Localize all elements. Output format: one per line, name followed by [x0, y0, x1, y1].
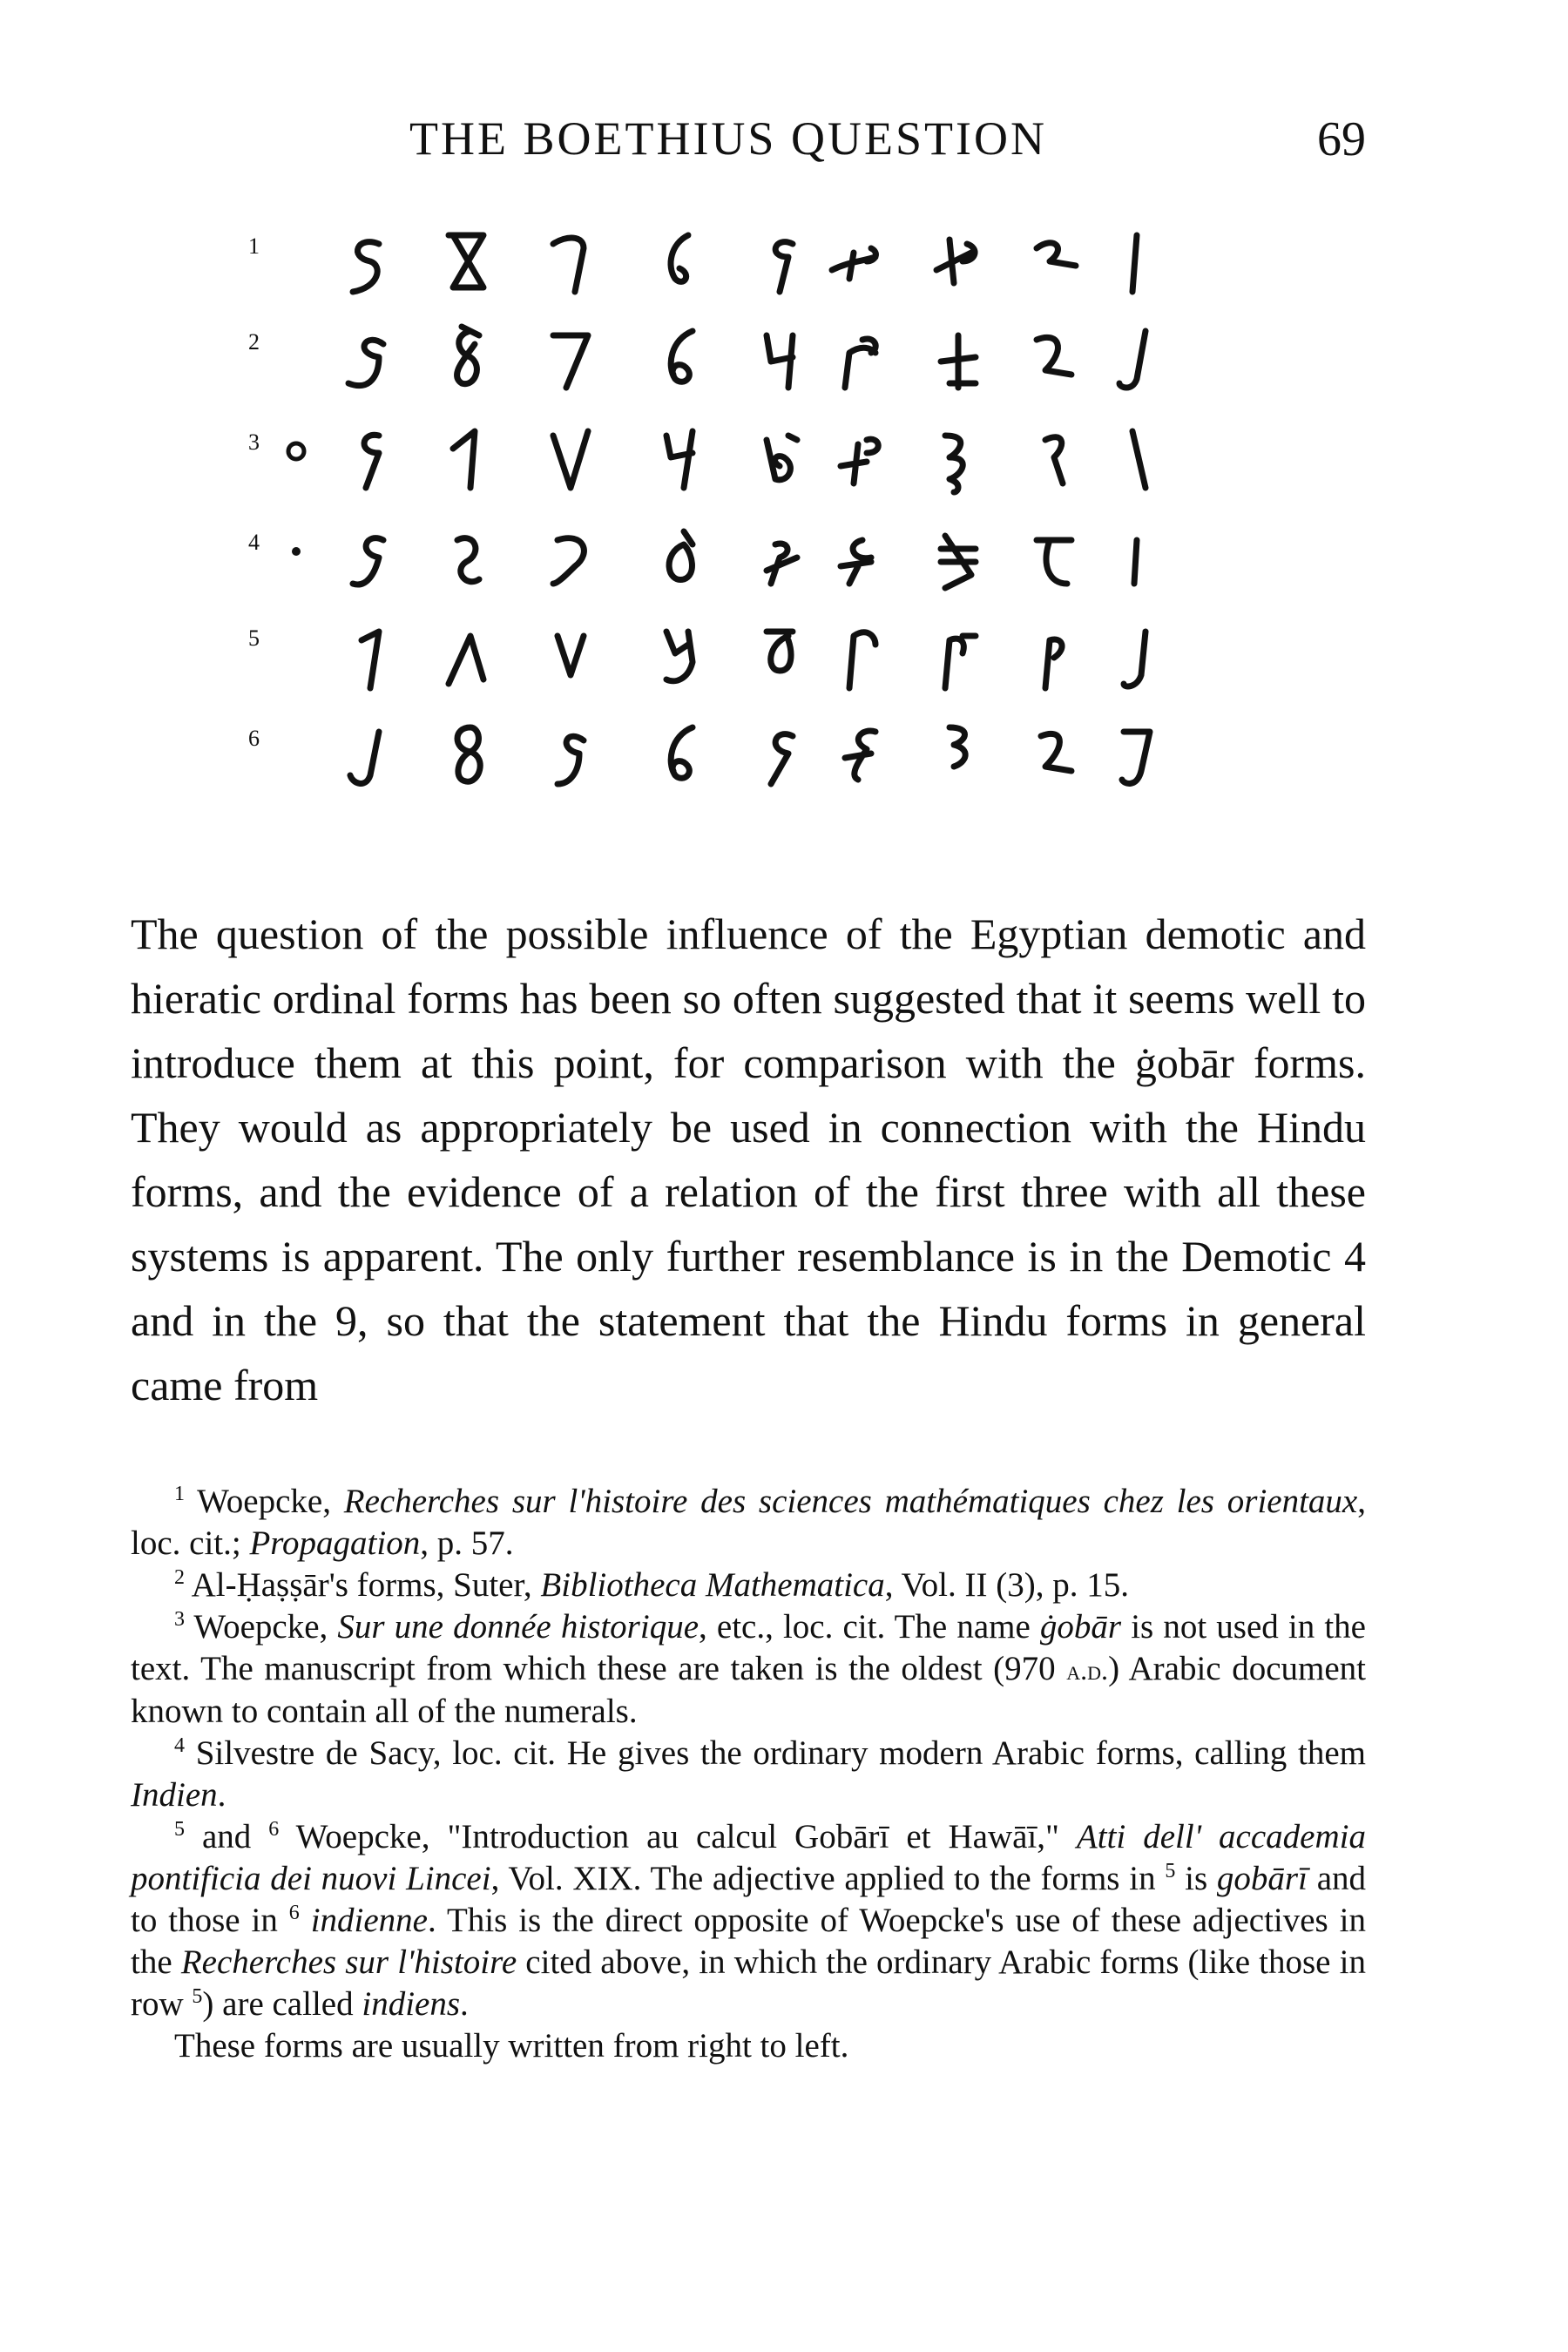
numeral-glyph [331, 514, 409, 601]
footnote-mark: 6 [288, 1902, 300, 1924]
numeral-glyph [531, 218, 610, 305]
footnote-term: indiens [362, 1985, 461, 2023]
numeral-glyph [640, 218, 719, 305]
numeral-glyph [740, 414, 819, 501]
page-number: 69 [1317, 112, 1366, 166]
footnote-text: These forms are usually written from right to left. [174, 2027, 849, 2065]
footnote-term: ġobār [1039, 1608, 1122, 1646]
numeral-glyph [823, 710, 902, 797]
numeral-glyph [1098, 610, 1176, 697]
numeral-glyph [427, 414, 505, 501]
footnote-mark: 4 [174, 1734, 185, 1757]
footnote-text: is [1175, 1860, 1217, 1897]
numeral-glyph [427, 218, 505, 305]
row-number: 6 [248, 726, 260, 751]
footnote-era: a.d. [1066, 1654, 1109, 1686]
footnote-text: Woepcke, [185, 1483, 344, 1520]
footnote-title: Bibliotheca Mathematica [540, 1566, 885, 1604]
numeral-glyph [427, 610, 505, 697]
footnote-text: and [185, 1818, 269, 1855]
row-number: 3 [248, 429, 260, 455]
numeral-glyph [1098, 414, 1176, 501]
numeral-row [248, 710, 1250, 797]
numeral-glyph [331, 218, 409, 305]
zero-dot-glyph [283, 538, 309, 564]
numeral-glyph [1098, 710, 1176, 797]
footnote-title: Recherches sur l'histoire [180, 1943, 517, 1981]
footnote-1 [131, 1481, 1366, 1565]
footnote-text: . [460, 1985, 469, 2023]
footnote-3 [131, 1606, 1366, 1733]
footnote-note [131, 2025, 1366, 2067]
numeral-glyph [919, 314, 997, 401]
footnote-text: . This is the direct opposite of Woepcke's use of these adjectives in the [131, 1902, 1366, 1981]
footnote-text: Al-Ḥaṣṣār's forms, Suter, [185, 1566, 541, 1604]
footnote-2 [131, 1565, 1366, 1606]
numeral-glyph [740, 610, 819, 697]
row-number: 1 [248, 233, 260, 259]
footnote-text: , etc., loc. cit. The name [699, 1608, 1040, 1646]
numeral-glyph [1098, 514, 1176, 601]
numeral-glyph [1015, 514, 1093, 601]
numeral-glyph [1015, 218, 1093, 305]
footnote-title: Sur une donnée historique [337, 1608, 700, 1646]
footnote-mark: 3 [174, 1608, 185, 1631]
footnote-text: and to those in [131, 1860, 1366, 1939]
footnote-title: Recherches sur l'histoire des sciences mathématiques chez les orientaux [343, 1483, 1358, 1520]
footnote-text: is not used in the text. The manuscript from which these are taken is the oldest (970 [131, 1608, 1366, 1687]
footnote-text: ) are called [202, 1985, 362, 2023]
footnote-mark: 5 [192, 1985, 203, 2008]
footnote-4 [131, 1733, 1366, 1816]
footnote-text: . [217, 1776, 226, 1814]
numeral-glyph [1015, 710, 1093, 797]
numeral-row [248, 314, 1250, 401]
footnotes [131, 1481, 1366, 2067]
footnote-text: ) Arabic document known to contain all of the numerals. [131, 1650, 1366, 1730]
numeral-glyph [531, 314, 610, 401]
row-number: 5 [248, 625, 260, 651]
footnote-mark: 1 [174, 1483, 185, 1505]
numeral-glyph [640, 514, 719, 601]
footnote-term: indienne [310, 1902, 428, 1939]
numeral-row [248, 218, 1250, 305]
footnote-title: Propagation [249, 1524, 421, 1562]
numeral-glyph [823, 610, 902, 697]
row-number: 4 [248, 530, 260, 555]
numeral-glyph [823, 514, 902, 601]
numeral-glyph [331, 414, 409, 501]
numeral-glyph [740, 314, 819, 401]
numeral-glyph [331, 710, 409, 797]
numeral-glyph [531, 514, 610, 601]
footnote-title: Atti dell' accademia pontificia dei nuovi Lincei [131, 1818, 1366, 1897]
numeral-glyph [919, 414, 997, 501]
numeral-glyph [640, 710, 719, 797]
numeral-glyph [1015, 414, 1093, 501]
footnote-mark: 2 [174, 1566, 185, 1589]
footnote-text: cited above, in which the ordinary Arabic forms (like those in row [131, 1943, 1366, 2023]
footnote-mark: 5 [1165, 1860, 1176, 1882]
numeral-glyph [640, 314, 719, 401]
numeral-glyph [823, 314, 902, 401]
numeral-glyph [331, 610, 409, 697]
numeral-glyph [823, 414, 902, 501]
footnote-mark: 5 [174, 1818, 185, 1841]
footnote-text: , Vol. XIX. The adjective applied to the forms in [490, 1860, 1166, 1897]
zero-circle-glyph [283, 438, 309, 464]
numeral-glyph [919, 218, 997, 305]
numeral-glyph [331, 314, 409, 401]
footnote-text: Silvestre de Sacy, loc. cit. He gives the ordinary modern Arabic forms, calling them [185, 1734, 1366, 1772]
numeral-glyph [427, 514, 505, 601]
running-head [131, 112, 1366, 172]
numeral-glyph [427, 710, 505, 797]
footnote-term: gobārī [1216, 1860, 1308, 1897]
numeral-glyph [427, 314, 505, 401]
numeral-glyph [1015, 610, 1093, 697]
numeral-glyph [740, 514, 819, 601]
footnote-text: , loc. cit.; [131, 1483, 1366, 1562]
footnote-text: Woepcke, "Introduction au calcul Gobārī et Hawāī," [279, 1818, 1077, 1855]
footnote-text: , Vol. II (3), p. 15. [884, 1566, 1129, 1604]
numeral-glyph [531, 710, 610, 797]
numeral-glyph [740, 710, 819, 797]
body-paragraph: The question of the possible influence of the Egyptian demotic and hieratic ordinal forms has been so often suggested that it seems well to introduce them at this point, for comparison with the ġobār forms. They would as appropriately be used in connection with the Hindu forms, and the evidence of a relation of the first three with all these systems is apparent. The only further resemblance is in the Demotic 4 and in the 9, so that the statement that the Hindu forms in general came from [131, 909, 1366, 1409]
footnote-5-6 [131, 1816, 1366, 2025]
numeral-glyph [1015, 314, 1093, 401]
running-title: THE BOETHIUS QUESTION [409, 112, 1047, 165]
numeral-glyph [1098, 218, 1176, 305]
numeral-row [248, 610, 1250, 697]
numeral-row [248, 414, 1250, 501]
numeral-glyph [740, 218, 819, 305]
numeral-glyph [1098, 314, 1176, 401]
row-number: 2 [248, 329, 260, 355]
numeral-glyph [531, 610, 610, 697]
footnote-text: , p. 57. [420, 1524, 514, 1562]
numeral-glyph [640, 610, 719, 697]
numeral-row [248, 514, 1250, 601]
numeral-glyph [919, 610, 997, 697]
footnote-mark: 6 [268, 1818, 280, 1841]
numeral-glyph [919, 710, 997, 797]
numeral-glyph [640, 414, 719, 501]
footnote-text: Woepcke, [185, 1608, 338, 1646]
numeral-glyph [531, 414, 610, 501]
numeral-forms-table [248, 218, 1250, 801]
numeral-glyph [919, 514, 997, 601]
footnote-term: Indien [131, 1776, 218, 1814]
numeral-glyph [823, 218, 902, 305]
